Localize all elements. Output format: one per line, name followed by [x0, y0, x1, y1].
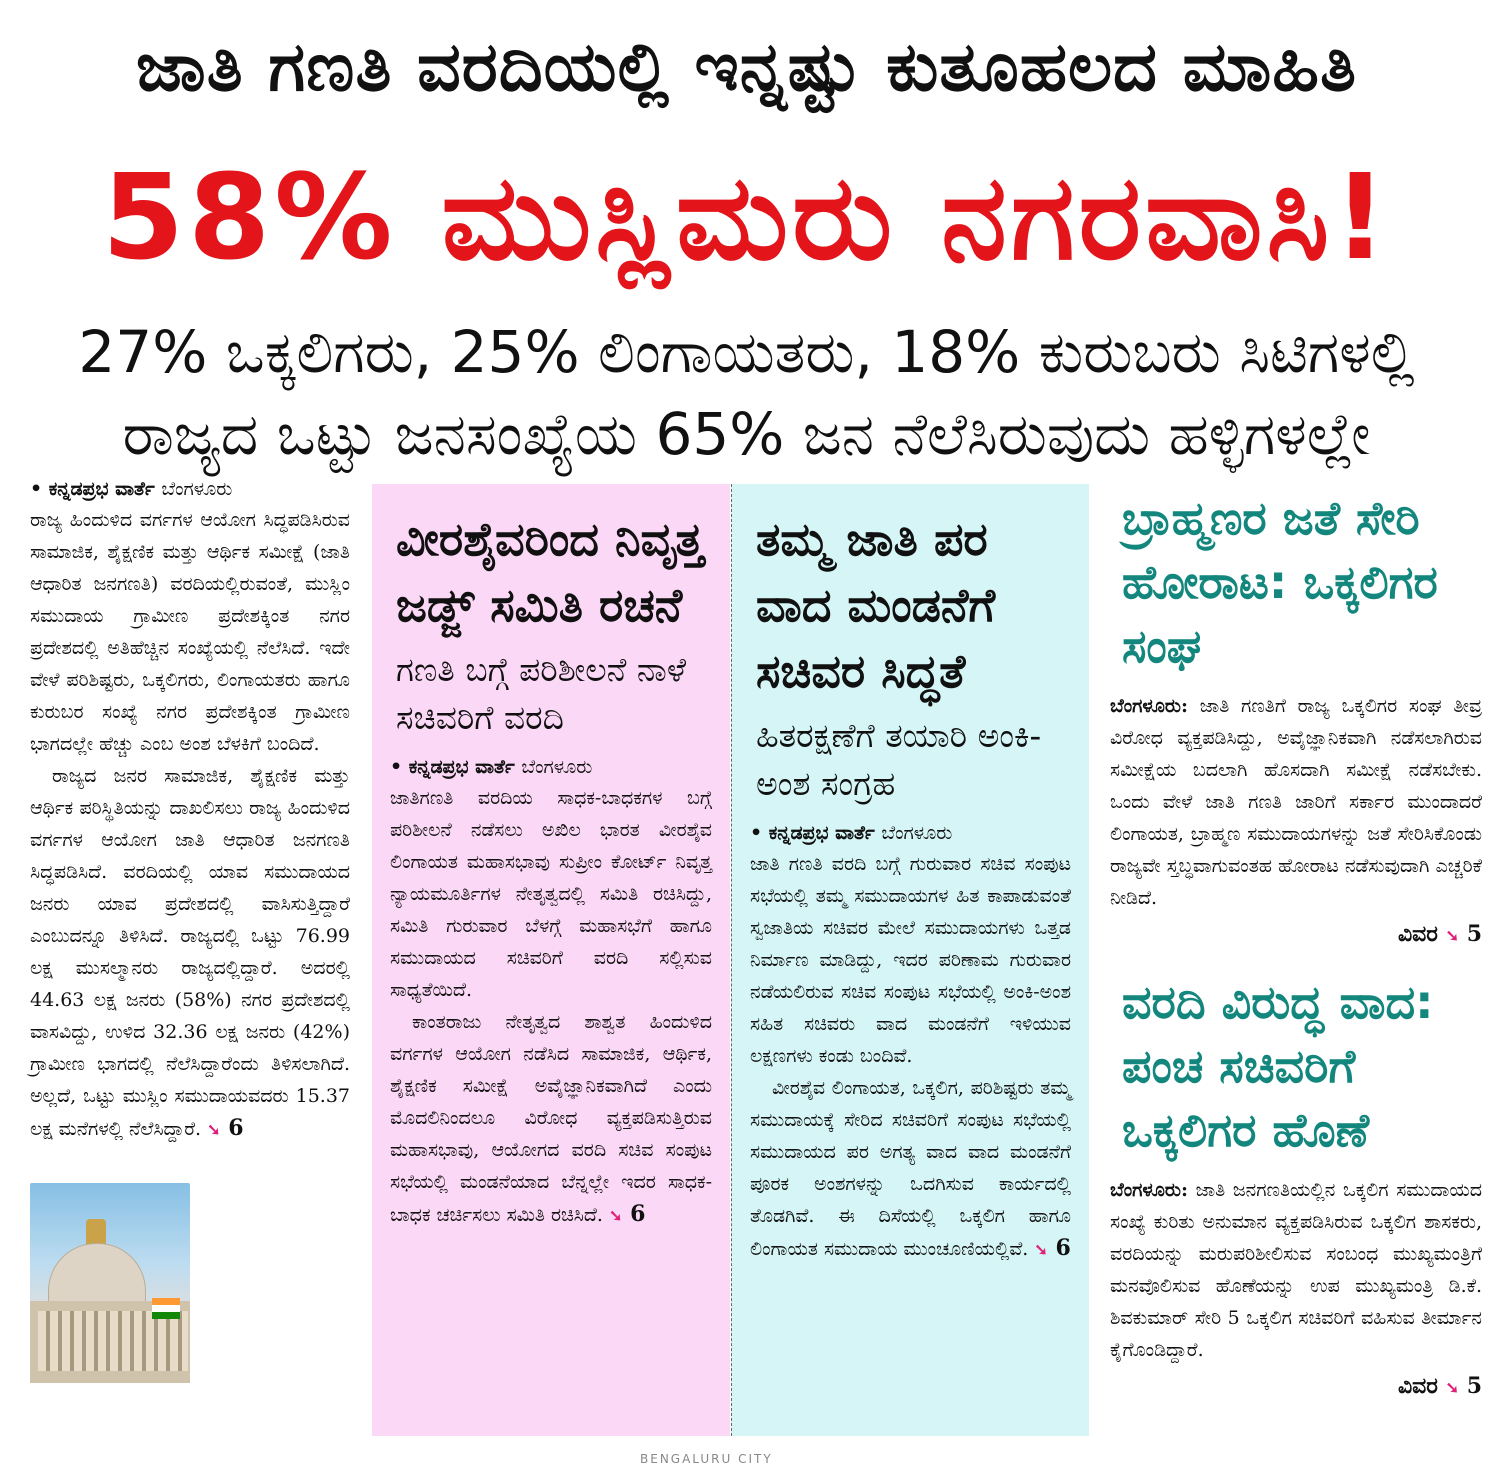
- byline-place: ಬೆಂಗಳೂರು: [161, 478, 233, 500]
- ministers-paragraph-1: ಜಾತಿ ಗಣತಿ ವರದಿ ಬಗ್ಗೆ ಗುರುವಾರ ಸಚಿವ ಸಂಪುಟ ಸಭೆಯಲ್ಲಿ ತಮ್ಮ ಸಮುದಾಯಗಳ ಹಿತ ಕಾಪಾಡುವಂತೆ ಸ್ವಜಾತಿಯ ಸಚಿವರ ಮೇಲೆ ಸಮುದಾಯಗಳು ಒತ್ತಡ ನಿರ್ಮಾಣ ಮಾಡಿದ್ದು, ಇದರ ಪರಿಣಾಮ ಗುರುವಾರ ನಡೆಯಲಿರುವ ಸಚಿವ ಸಂಪುಟ ಸಭೆಯಲ್ಲಿ ಅಂಕಿ-ಅಂಶ ಸಹಿತ ಸಚಿವರು ವಾದ ಮಂಡನೆಗೆ ಇಳಿಯುವ ಲಕ್ಷಣಗಳು ಕಂಡು ಬಂದಿವೆ.: [750, 853, 1071, 1067]
- byline-source: • ಕನ್ನಡಪ್ರಭ ವಾರ್ತೆ: [390, 756, 515, 778]
- lead-paragraph-2: ರಾಜ್ಯದ ಜನರ ಸಾಮಾಜಿಕ, ಶೈಕ್ಷಣಿಕ ಮತ್ತು ಆರ್ಥಿಕ ಪರಿಸ್ಥಿತಿಯನ್ನು ದಾಖಲಿಸಲು ರಾಜ್ಯ ಹಿಂದುಳಿದ ವರ್ಗಗಳ ಆಯೋಗ ಜಾತಿ ಆಧಾರಿತ ಜನಗಣತಿ ಸಿದ್ಧಪಡಿಸಿದೆ. ವರದಿಯಲ್ಲಿ ಯಾವ ಸಮುದಾಯದ ಜನರು ಯಾವ ಪ್ರದೇಶದಲ್ಲಿ ವಾಸಿಸುತ್ತಿದ್ದಾರೆ ಎಂಬುದನ್ನೂ ತಿಳಿಸಿದೆ. ರಾಜ್ಯದಲ್ಲಿ ಒಟ್ಟು 76.99 ಲಕ್ಷ ಮುಸಲ್ಮಾನರು ರಾಜ್ಯದಲ್ಲಿದ್ದಾರೆ. ಅದರಲ್ಲಿ 44.63 ಲಕ್ಷ ಜನರು (58%) ನಗರ ಪ್ರದೇಶದಲ್ಲಿ ವಾಸವಿದ್ದು, ಉಳಿದ 32.36 ಲಕ್ಷ ಜನರು (42%) ಗ್ರಾಮೀಣ ಭಾಗದಲ್ಲಿ ನೆಲೆಸಿದ್ದಾರೆಂದು ತಿಳಿಸಲಾಗಿದೆ. ಅಲ್ಲದೆ, ಒಟ್ಟು ಮುಸ್ಲಿಂ ಸಮುದಾಯವದರು 15.37 ಲಕ್ಷ ಮನೆಗಳಲ್ಲಿ ನೆಲೆಸಿದ್ದಾರೆ. ➘ 6: [30, 765, 350, 1141]
- byline-place: ಬೆಂಗಳೂರು: [881, 822, 953, 844]
- deck-line-2: ರಾಜ್ಯದ ಒಟ್ಟು ಜನಸಂಖ್ಯೆಯ 65% ಜನ ನೆಲೆಸಿರುವುದು ಹಳ್ಳಿಗಳಲ್ಲೇ: [122, 400, 1371, 468]
- veerashaiva-deck: ಗಣತಿ ಬಗ್ಗೆ ಪರಿಶೀಲನೆ ನಾಳೆ ಸಚಿವರಿಗೆ ವರದಿ: [396, 650, 687, 737]
- continue-arrow-icon: ➘: [207, 1120, 221, 1139]
- page-footer: BENGALURU CITY: [640, 1452, 773, 1466]
- byline-source: • ಕನ್ನಡಪ್ರಭ ವಾರ್ತೆ: [30, 478, 155, 500]
- veerashaiva-paragraph-2: ಕಾಂತರಾಜು ನೇತೃತ್ವದ ಶಾಶ್ವತ ಹಿಂದುಳಿದ ವರ್ಗಗಳ ಆಯೋಗ ನಡೆಸಿದ ಸಾಮಾಜಿಕ, ಆರ್ಥಿಕ, ಶೈಕ್ಷಣಿಕ ಸಮೀಕ್ಷೆ ಅವೈಜ್ಞಾನಿಕವಾಗಿದೆ ಎಂದು ಮೊದಲಿನಿಂದಲೂ ವಿರೋಧ ವ್ಯಕ್ತಪಡಿಸುತ್ತಿರುವ ಮಹಾಸಭಾವು, ಆಯೋಗದ ವರದಿ ಸಚಿವ ಸಂಪುಟ ಸಭೆಯಲ್ಲಿ ಮಂಡನೆಯಾದ ಬೆನ್ನಲ್ಲೇ ಇದರ ಸಾಧಕ-ಬಾಧಕ ಚರ್ಚಿಸಲು ಸಮಿತಿ ರಚಿಸಿದೆ. ➘ 6: [390, 1011, 712, 1227]
- brahmin-story-headline: ಬ್ರಾಹ್ಮಣರ ಜತೆ ಸೇರಿ ಹೋರಾಟ: ಒಕ್ಕಲಿಗರ ಸಂಘ: [1122, 491, 1438, 673]
- details-page-ref[interactable]: ವಿವರ ➘ 5: [1397, 921, 1482, 947]
- continued-page-ref[interactable]: ➘ 6: [207, 1115, 244, 1141]
- five-ministers-headline: ವರದಿ ವಿರುದ್ಧ ವಾದ: ಪಂಚ ಸಚಿವರಿಗೆ ಒಕ್ಕಲಿಗರ ಹೊಣೆ: [1122, 975, 1434, 1157]
- lead-story-column: [30, 478, 350, 1463]
- dateline: ಬೆಂಗಳೂರು:: [1110, 1179, 1188, 1201]
- continue-arrow-icon: ➘: [1445, 1378, 1460, 1397]
- ministers-paragraph-2: ವೀರಶೈವ ಲಿಂಗಾಯತ, ಒಕ್ಕಲಿಗ, ಪರಿಶಿಷ್ಟರು ತಮ್ಮ ಸಮುದಾಯಕ್ಕೆ ಸೇರಿದ ಸಚಿವರಿಗೆ ಸಂಪುಟ ಸಭೆಯಲ್ಲಿ ಸಮುದಾಯದ ಪರ ಅಗತ್ಯ ವಾದ ವಾದ ಮಂಡನೆಗೆ ಪೂರಕ ಅಂಶಗಳನ್ನು ಒದಗಿಸುವ ಕಾರ್ಯದಲ್ಲಿ ತೊಡಗಿವೆ. ಈ ದಿಸೆಯಲ್ಲಿ ಒಕ್ಕಲಿಗ ಹಾಗೂ ಲಿಂಗಾಯತ ಸಮುದಾಯ ಮುಂಚೂಣಿಯಲ್ಲಿವೆ. ➘ 6: [750, 1077, 1071, 1261]
- veerashaiva-headline: ವೀರಶೈವರಿಂದ ನಿವೃತ್ತ ಜಡ್ಜ್ ಸಮಿತಿ ರಚನೆ: [396, 512, 704, 632]
- ministers-byline: [750, 822, 1071, 844]
- ministers-story-panel: [731, 484, 1089, 1436]
- lead-paragraph-1: ರಾಜ್ಯ ಹಿಂದುಳಿದ ವರ್ಗಗಳ ಆಯೋಗ ಸಿದ್ಧಪಡಿಸಿರುವ ಸಾಮಾಜಿಕ, ಶೈಕ್ಷಣಿಕ ಮತ್ತು ಆರ್ಥಿಕ ಸಮೀಕ್ಷೆ (ಜಾತಿ ಆಧಾರಿತ ಜನಗಣತಿ) ವರದಿಯಲ್ಲಿರುವಂತೆ, ಮುಸ್ಲಿಂ ಸಮುದಾಯ ಗ್ರಾಮೀಣ ಪ್ರದೇಶಕ್ಕಿಂತ ನಗರ ಪ್ರದೇಶದಲ್ಲಿ ಅತಿಹೆಚ್ಚಿನ ಸಂಖ್ಯೆಯಲ್ಲಿ ನೆಲೆಸಿದೆ. ಇದೇ ವೇಳೆ ಪರಿಶಿಷ್ಟರು, ಒಕ್ಕಲಿಗರು, ಲಿಂಗಾಯತರು ಹಾಗೂ ಕುರುಬರ ಸಂಖ್ಯೆ ನಗರ ಪ್ರದೇಶಕ್ಕಿಂತ ಗ್ರಾಮೀಣ ಭಾಗದಲ್ಲೇ ಹೆಚ್ಚು ಎಂಬ ಅಂಶ ಬೆಳಕಿಗೆ ಬಂದಿದೆ.: [30, 509, 350, 755]
- byline-place: ಬೆಂಗಳೂರು: [521, 756, 593, 778]
- details-page-ref[interactable]: ವಿವರ ➘ 5: [1397, 1373, 1482, 1399]
- continue-arrow-icon: ➘: [1445, 926, 1460, 945]
- five-ministers-body: ಬೆಂಗಳೂರು: ಜಾತಿ ಜನಗಣತಿಯಲ್ಲಿನ ಒಕ್ಕಲಿಗ ಸಮುದಾಯದ ಸಂಖ್ಯೆ ಕುರಿತು ಅನುಮಾನ ವ್ಯಕ್ತಪಡಿಸಿರುವ ಒಕ್ಕಲಿಗ ಶಾಸಕರು, ವರದಿಯನ್ನು ಮರುಪರಿಶೀಲಿಸುವ ಸಂಬಂಧ ಮುಖ್ಯಮಂತ್ರಿಗೆ ಮನವೊಲಿಸುವ ಹೊಣೆಯನ್ನು ಉಪ ಮುಖ್ಯಮಂತ್ರಿ ಡಿ.ಕೆ. ಶಿವಕುಮಾರ್ ಸೇರಿ 5 ಒಕ್ಕಲಿಗ ಸಚಿವರಿಗೆ ವಹಿಸುವ ತೀರ್ಮಾನ ಕೈಗೊಂಡಿದ್ದಾರೆ. ವಿವರ ➘ 5: [1110, 1179, 1482, 1399]
- continued-page-ref[interactable]: ➘ 6: [609, 1201, 646, 1227]
- veerashaiva-body: [390, 782, 712, 1232]
- continued-page-ref[interactable]: ➘ 6: [1034, 1235, 1071, 1261]
- main-headline: 58% ಮುಸ್ಲಿಮರು ನಗರವಾಸಿ!: [102, 148, 1391, 286]
- brahmin-story-body: ಬೆಂಗಳೂರು: ಜಾತಿ ಗಣತಿಗೆ ರಾಜ್ಯ ಒಕ್ಕಲಿಗರ ಸಂಘ ತೀವ್ರ ವಿರೋಧ ವ್ಯಕ್ತಪಡಿಸಿದ್ದು, ಅವೈಜ್ಞಾನಿಕವಾಗಿ ನಡೆಸಲಾಗಿರುವ ಸಮೀಕ್ಷೆಯ ಬದಲಾಗಿ ಹೊಸದಾಗಿ ಸಮೀಕ್ಷೆ ನಡೆಸಬೇಕು. ಒಂದು ವೇಳೆ ಜಾತಿ ಗಣತಿ ಜಾರಿಗೆ ಸರ್ಕಾರ ಮುಂದಾದರೆ ಲಿಂಗಾಯತ, ಬ್ರಾಹ್ಮಣ ಸಮುದಾಯಗಳನ್ನು ಜತೆ ಸೇರಿಸಿಕೊಂಡು ರಾಜ್ಯವೇ ಸ್ತಬ್ಧವಾಗುವಂತಹ ಹೋರಾಟ ನಡೆಸುವುದಾಗಿ ಎಚ್ಚರಿಕೆ ನೀಡಿದೆ. ವಿವರ ➘ 5: [1110, 695, 1482, 947]
- deck-line-1: 27% ಒಕ್ಕಲಿಗರು, 25% ಲಿಂಗಾಯತರು, 18% ಕುರುಬರು ಸಿಟಿಗಳಲ್ಲಿ: [78, 318, 1415, 386]
- dateline: ಬೆಂಗಳೂರು:: [1110, 695, 1188, 717]
- building-columns-shape: [38, 1311, 188, 1371]
- vidhana-soudha-photo: [30, 1183, 190, 1383]
- kicker-headline: ಜಾತಿ ಗಣತಿ ವರದಿಯಲ್ಲಿ ಇನ್ನಷ್ಟು ಕುತೂಹಲದ ಮಾಹಿತಿ: [135, 28, 1358, 107]
- side-stories-column: [1110, 478, 1482, 1463]
- lead-byline: [30, 478, 350, 500]
- ministers-headline: ತಮ್ಮ ಜಾತಿ ಪರ ವಾದ ಮಂಡನೆಗೆ ಸಚಿವರ ಸಿದ್ಧತೆ: [756, 512, 996, 698]
- ministers-body: [750, 848, 1071, 1266]
- byline-source: • ಕನ್ನಡಪ್ರಭ ವಾರ್ತೆ: [750, 822, 875, 844]
- veerashaiva-story-panel: [372, 484, 730, 1436]
- lead-story-body: [30, 504, 350, 1146]
- indian-flag-icon: [152, 1298, 180, 1319]
- brahmin-story: [1110, 486, 1482, 952]
- continue-arrow-icon: ➘: [1034, 1240, 1048, 1259]
- ministers-deck: ಹಿತರಕ್ಷಣೆಗೆ ತಯಾರಿ ಅಂಕಿ-ಅಂಶ ಸಂಗ್ರಹ: [756, 716, 1042, 803]
- veerashaiva-byline: [390, 756, 712, 778]
- five-ministers-story: [1110, 970, 1482, 1404]
- veerashaiva-paragraph-1: ಜಾತಿಗಣತಿ ವರದಿಯ ಸಾಧಕ-ಬಾಧಕಗಳ ಬಗ್ಗೆ ಪರಿಶೀಲನೆ ನಡೆಸಲು ಅಖಿಲ ಭಾರತ ವೀರಶೈವ ಲಿಂಗಾಯತ ಮಹಾಸಭಾವು ಸುಪ್ರೀಂ ಕೋರ್ಟ್ ನಿವೃತ್ತ ನ್ಯಾಯಮೂರ್ತಿಗಳ ನೇತೃತ್ವದಲ್ಲಿ ಸಮಿತಿ ರಚಿಸಿದ್ದು, ಸಮಿತಿ ಗುರುವಾರ ಬೆಳಗ್ಗೆ ಮಹಾಸಭೆಗೆ ಹಾಗೂ ಸಮುದಾಯದ ಸಚಿವರಿಗೆ ವರದಿ ಸಲ್ಲಿಸುವ ಸಾಧ್ಯತೆಯಿದೆ.: [390, 787, 712, 1001]
- continue-arrow-icon: ➘: [609, 1206, 623, 1225]
